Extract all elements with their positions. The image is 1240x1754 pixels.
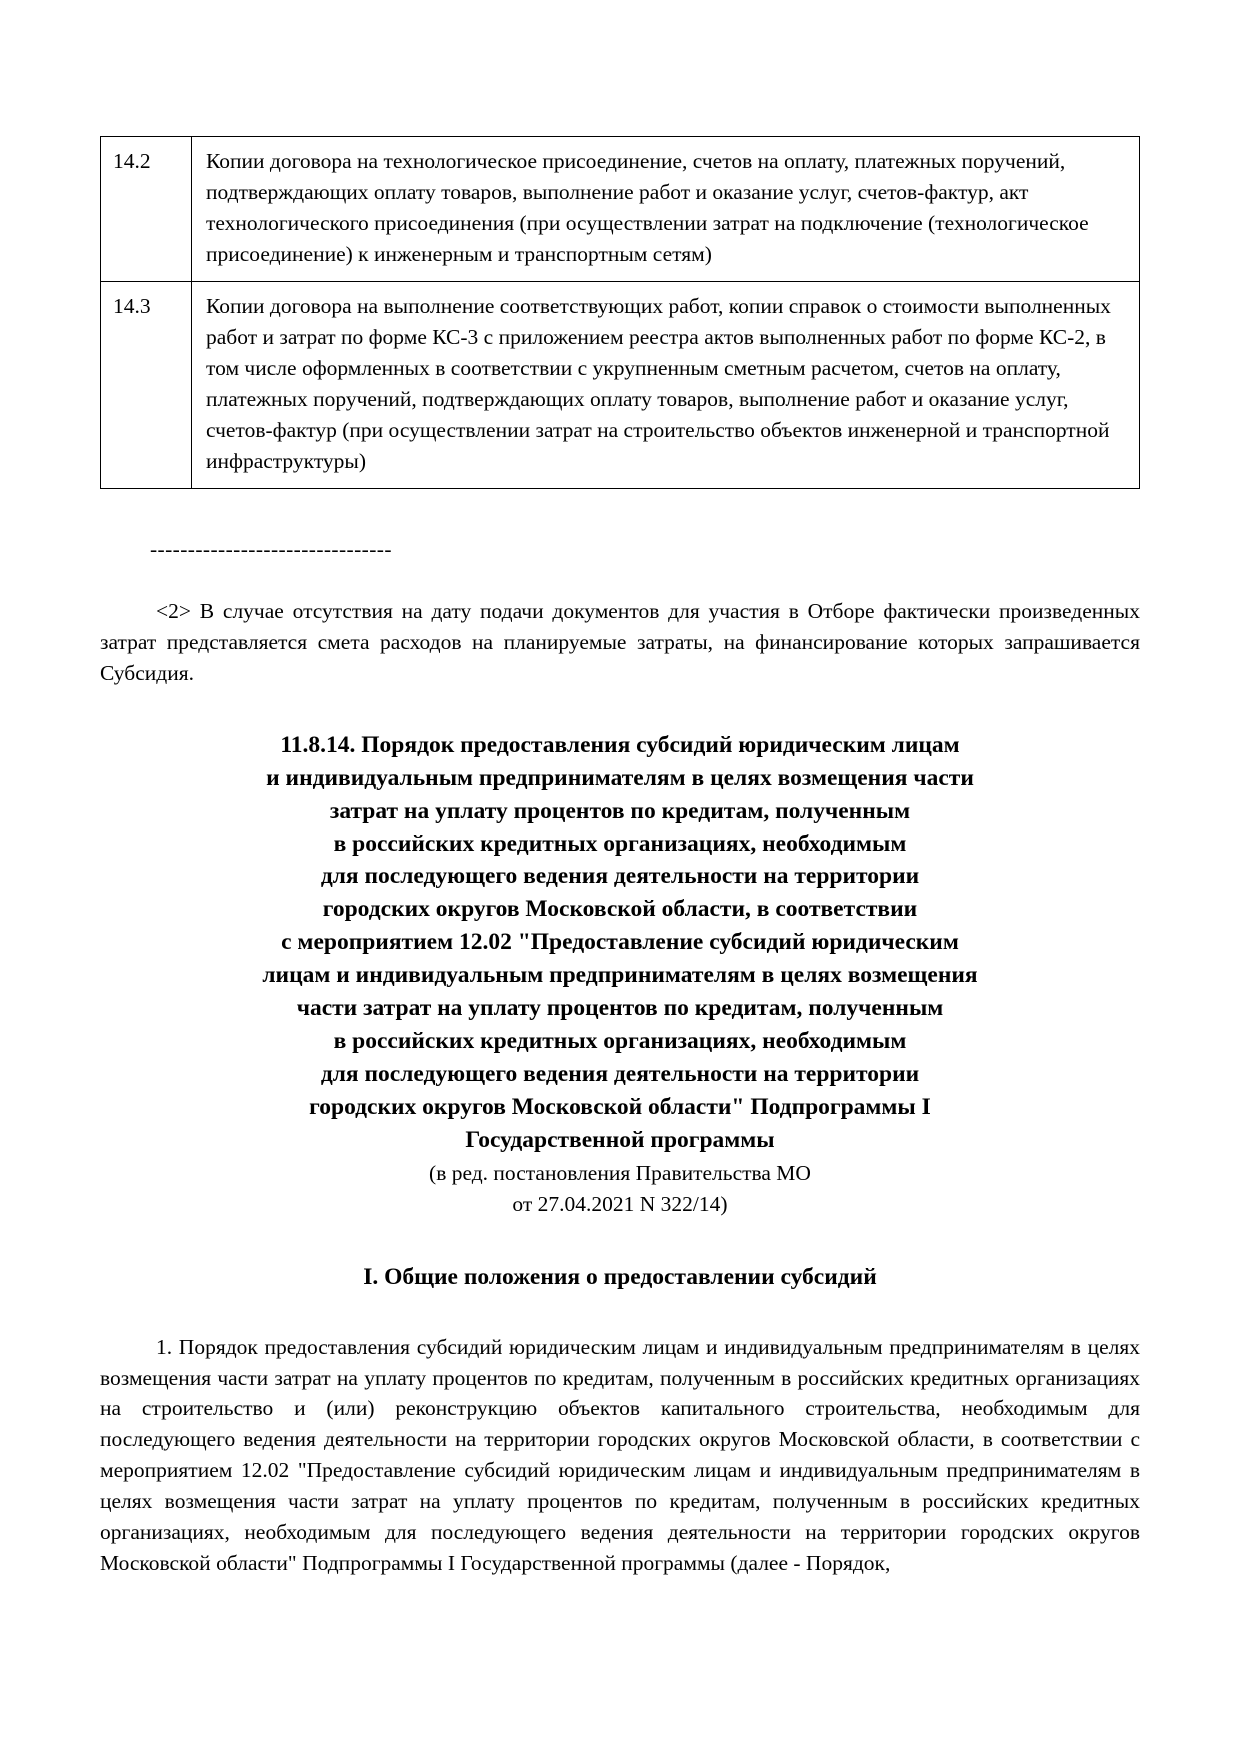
heading-line: с мероприятием 12.02 "Предоставление субсидий юридическим xyxy=(281,929,959,956)
heading-line: лицам и индивидуальным предпринимателям в целях возмещения xyxy=(262,962,978,989)
table-row xyxy=(101,137,1140,282)
requirements-table xyxy=(100,136,1140,489)
section-heading-i: I. Общие положения о предоставлении субсидий xyxy=(363,1263,877,1290)
heading-line: городских округов Московской области" Подпрограммы I xyxy=(309,1093,931,1120)
heading-line: в российских кредитных организациях, необходимым xyxy=(333,1027,907,1054)
footnote-separator-wrapper xyxy=(100,536,1140,561)
footnote-text: <2> В случае отсутствия на дату подачи документов для участия в Отборе фактически произведенных затрат представляется смета расходов на планируемые затраты, на финансирование которых запрашивается Субсидия. xyxy=(100,599,1140,685)
row-number-cell: 14.2 xyxy=(101,137,192,282)
heading-line: части затрат на уплату процентов по кредитам, полученным xyxy=(296,995,944,1022)
table-row xyxy=(101,281,1140,488)
row-number-cell: 14.3 xyxy=(101,281,192,488)
edition-note-line-1: (в ред. постановления Правительства МО xyxy=(429,1161,811,1186)
edition-note-line-2: от 27.04.2021 N 322/14) xyxy=(512,1191,728,1216)
heading-line: 11.8.14. Порядок предоставления субсидий юридическим лицам xyxy=(280,731,960,758)
heading-line: в российских кредитных организациях, необходимым xyxy=(333,830,907,857)
row-text-cell: Копии договора на технологическое присоединение, счетов на оплату, платежных поручений, подтверждающих оплату товаров, выполнение работ и оказание услуг, счетов-фактур, акт технологического присоединения (при осуществлении затрат на подключение (технологическое присоединение) к инженерным и транспортным сетям) xyxy=(192,137,1140,282)
table-body xyxy=(101,137,1140,489)
row-text-cell: Копии договора на выполнение соответствующих работ, копии справок о стоимости выполненных работ и затрат по форме КС-3 с приложением реестра актов выполненных работ по форме КС-2, в том числе оформленных в соответствии с укрупненным сметным расчетом, счетов на оплату, платежных поручений, подтверждающих оплату товаров, выполнение работ и оказание услуг, счетов-фактур (при осуществлении затрат на строительство объектов инженерной и транспортной инфраструктуры) xyxy=(192,281,1140,488)
heading-line: городских округов Московской области, в соответствии xyxy=(322,896,918,923)
heading-line: и индивидуальным предпринимателям в целях возмещения части xyxy=(266,764,974,791)
footnote-separator: -------------------------------- xyxy=(150,536,392,561)
paragraph-1: 1. Порядок предоставления субсидий юридическим лицам и индивидуальным предпринимателям в целях возмещения части затрат на уплату процентов по кредитам, полученным в российских кредитных организациях на строительство и (или) реконструкцию объектов капитального строительства, необходимым для последующего ведения деятельности на территории городских округов Московской области, в соответствии с мероприятием 12.02 "Предоставление субсидий юридическим лицам и индивидуальным предпринимателям в целях возмещения части затрат на уплату процентов по кредитам, полученным в российских кредитных организациях, необходимым для последующего ведения деятельности на территории городских округов Московской области" Подпрограммы I Государственной программы (далее - Порядок, xyxy=(100,1334,1140,1576)
heading-line: для последующего ведения деятельности на территории xyxy=(320,1060,920,1087)
heading-line: затрат на уплату процентов по кредитам, полученным xyxy=(329,797,911,824)
heading-line: для последующего ведения деятельности на территории xyxy=(320,863,920,890)
main-heading xyxy=(100,729,1140,1157)
edition-note xyxy=(100,1158,1140,1218)
heading-line: Государственной программы xyxy=(465,1126,775,1153)
